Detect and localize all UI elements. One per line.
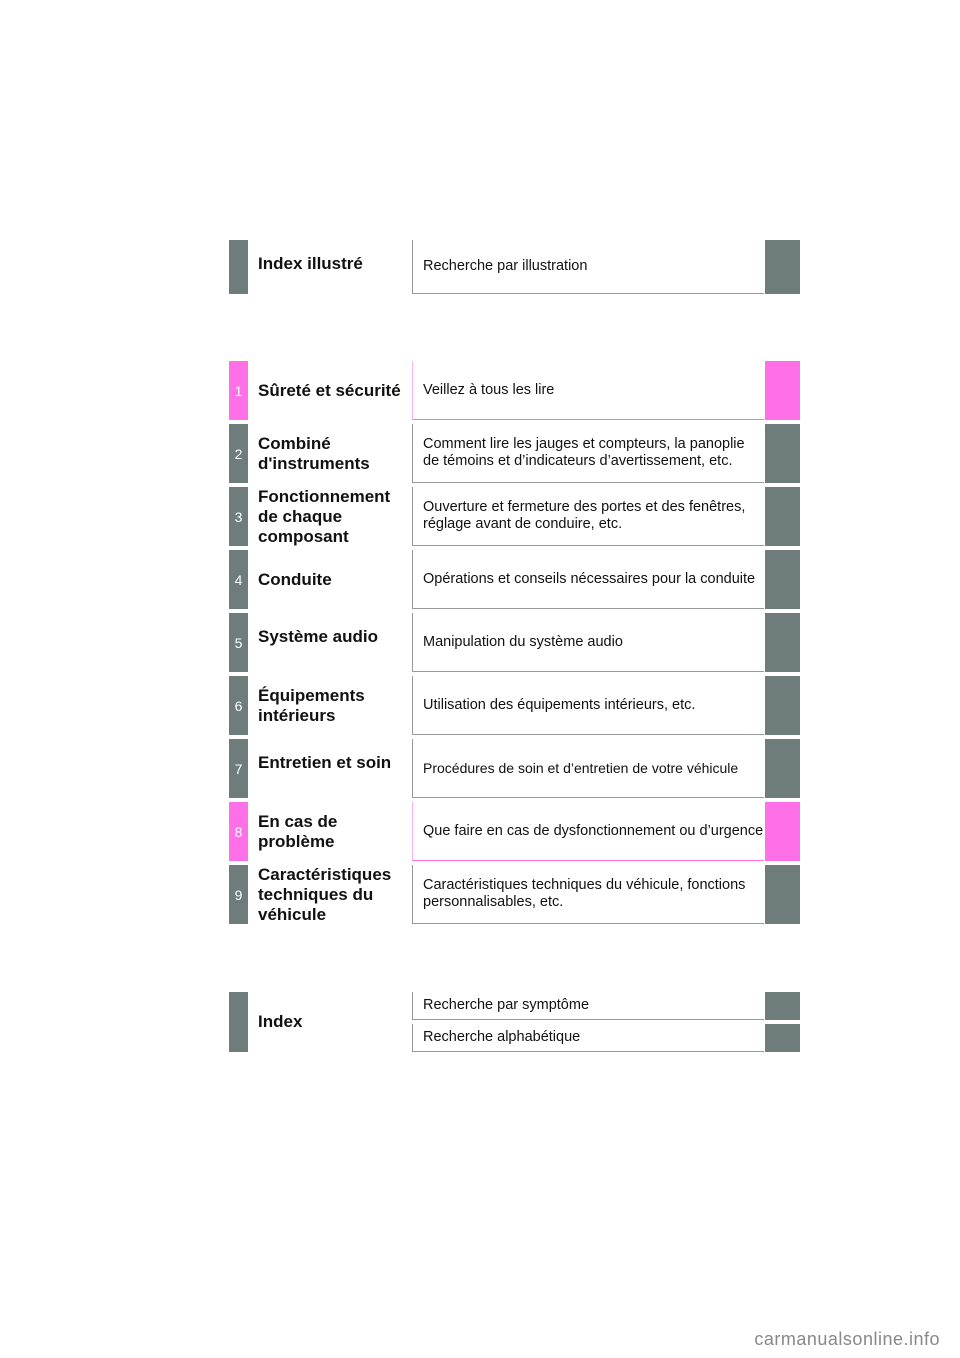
index-item-symptom[interactable]: Recherche par symptôme [412, 992, 764, 1020]
chapter-number: 3 [229, 487, 248, 546]
chapter-row-5[interactable] [229, 613, 800, 672]
section-illustrated-index[interactable] [229, 240, 800, 294]
chapter-row-2[interactable] [229, 424, 800, 483]
section-title: Index [258, 1012, 303, 1031]
chapter-row-9[interactable] [229, 865, 800, 924]
chapter-tab[interactable] [765, 739, 800, 798]
chapter-number: 9 [229, 865, 248, 924]
chapter-description: Procédures de soin et d’entretien de votre véhicule [412, 739, 764, 798]
chapter-title: Conduite [258, 569, 332, 589]
chapter-row-1[interactable] [229, 361, 800, 420]
index-item-alphabetical[interactable]: Recherche alphabétique [412, 1024, 764, 1052]
chapter-description: Que faire en cas de dysfonctionnement ou d’urgence [412, 802, 764, 861]
chapter-tab[interactable] [765, 487, 800, 546]
chapter-title: Entretien et soin [258, 753, 392, 772]
index-tab-alphabetical[interactable] [765, 1024, 800, 1052]
chapter-row-4[interactable] [229, 550, 800, 609]
chapter-row-8[interactable] [229, 802, 800, 861]
chapter-row-3[interactable] [229, 487, 800, 546]
chapter-tab[interactable] [765, 424, 800, 483]
chapter-title: Combiné d'instruments [258, 433, 370, 473]
chapter-description: Opérations et conseils nécessaires pour la conduite [412, 550, 764, 609]
chapter-row-6[interactable] [229, 676, 800, 735]
section-title: Index illustré [258, 254, 363, 273]
index-tab-symptom[interactable] [765, 992, 800, 1020]
chapter-number: 1 [229, 361, 248, 420]
section-description: Recherche par illustration [412, 240, 764, 294]
section-index [229, 992, 800, 1052]
chapter-description: Comment lire les jauges et compteurs, la panoplie de témoins et d’indicateurs d’avertissement, etc. [412, 424, 764, 483]
section-color-bar [229, 240, 248, 294]
chapter-title: Fonctionnement de chaque composant [258, 486, 391, 546]
chapter-number: 2 [229, 424, 248, 483]
chapter-tab[interactable] [765, 550, 800, 609]
watermark: carmanualsonline.info [754, 1329, 940, 1349]
chapter-number: 8 [229, 802, 248, 861]
chapter-tab[interactable] [765, 802, 800, 861]
chapter-title: Système audio [258, 627, 378, 646]
chapter-title: Équipements intérieurs [258, 685, 365, 725]
chapter-number: 5 [229, 613, 248, 672]
chapter-tab[interactable] [765, 361, 800, 420]
chapter-description: Veillez à tous les lire [412, 361, 764, 420]
chapter-description: Caractéristiques techniques du véhicule, fonctions personnalisables, etc. [412, 865, 764, 924]
chapter-title: Caractéristiques techniques du véhicule [258, 864, 392, 924]
chapter-description: Ouverture et fermeture des portes et des fenêtres, réglage avant de conduire, etc. [412, 487, 764, 546]
chapter-number: 4 [229, 550, 248, 609]
chapter-description: Manipulation du système audio [412, 613, 764, 672]
chapter-tab[interactable] [765, 865, 800, 924]
chapter-number: 6 [229, 676, 248, 735]
chapter-title: Sûreté et sécurité [258, 380, 401, 400]
chapter-row-7[interactable] [229, 739, 800, 798]
chapter-tab[interactable] [765, 613, 800, 672]
chapter-tab[interactable] [765, 676, 800, 735]
section-tab[interactable] [765, 240, 800, 294]
chapter-title: En cas de problème [258, 811, 338, 851]
chapter-description: Utilisation des équipements intérieurs, etc. [412, 676, 764, 735]
chapter-number: 7 [229, 739, 248, 798]
section-color-bar [229, 992, 248, 1052]
